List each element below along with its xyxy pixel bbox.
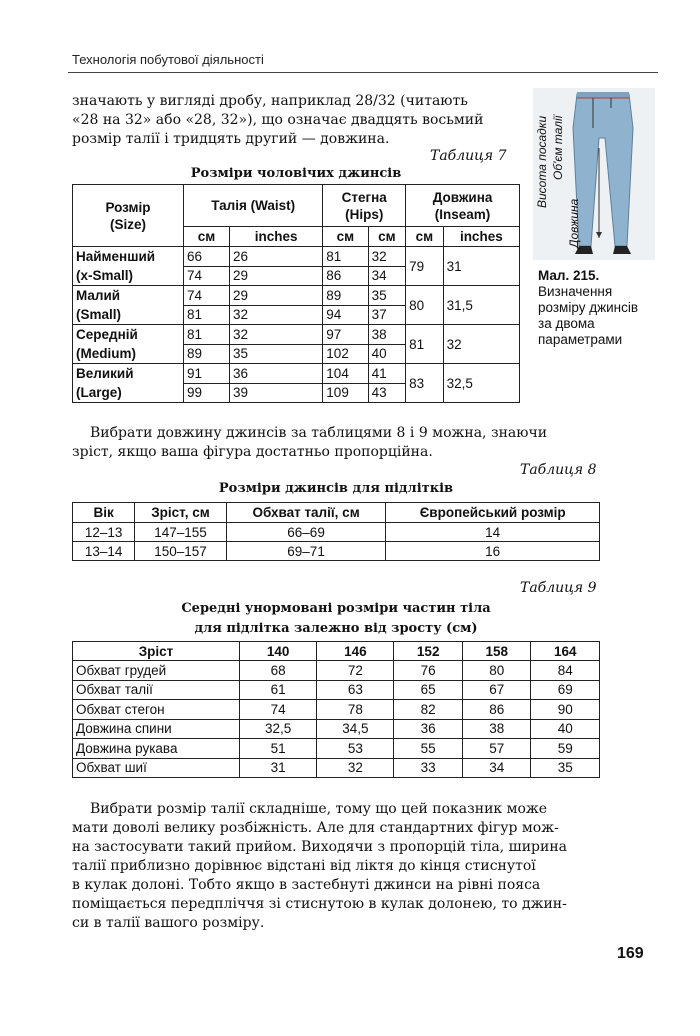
table8	[72, 502, 600, 561]
table-cell: 32,5	[240, 719, 317, 739]
table-row	[73, 325, 520, 345]
size-name: Найменший	[76, 249, 156, 264]
table-cell: 29	[229, 286, 322, 306]
unit-cm: см	[406, 227, 444, 247]
table-cell: 38	[462, 719, 531, 739]
length-cm-cell: 79	[406, 247, 444, 286]
figure-caption	[538, 268, 658, 348]
bottom-line: Вибрати розмір талії складніше, тому що цей показник може	[90, 801, 548, 817]
table9-header: 152	[394, 642, 463, 661]
table-cell: 65	[394, 680, 463, 700]
table-cell: 90	[531, 700, 600, 720]
intro-line: розмір талії і тридцять другий — довжина.	[72, 131, 390, 147]
table-cell: 26	[229, 247, 322, 267]
row-label-cell: Обхват шиї	[73, 758, 240, 778]
table9-title-1: Середні унормовані розміри частин тіла	[181, 601, 491, 616]
table-row	[73, 739, 600, 759]
table9	[72, 641, 600, 778]
table-cell: 86	[323, 266, 368, 286]
table-cell: 63	[317, 680, 394, 700]
table8-header: Європейський розмір	[386, 503, 600, 523]
table-cell: 35	[531, 758, 600, 778]
table-cell: 147–155	[135, 523, 227, 542]
figure-caption-line: параметрами	[538, 332, 623, 347]
figure-number: Мал. 215.	[538, 268, 600, 283]
table-cell: 74	[184, 286, 230, 306]
table9-header: Зріст	[73, 642, 240, 661]
header-text: Розмір	[105, 199, 151, 215]
table-cell: 29	[229, 266, 322, 286]
table8-label: Таблиця 8	[520, 462, 597, 478]
length-inches-cell: 32	[443, 325, 519, 364]
table-cell: 36	[394, 719, 463, 739]
size-code: (Small)	[76, 307, 122, 322]
header-text: (Inseam)	[434, 206, 491, 222]
length-cm-cell: 81	[406, 325, 444, 364]
length-cm-cell: 83	[406, 364, 444, 403]
table-cell: 40	[368, 344, 406, 364]
size-name: Малий	[76, 288, 121, 303]
table-row	[73, 286, 520, 306]
table-cell: 38	[368, 325, 406, 345]
table-cell: 16	[386, 542, 600, 561]
table7	[72, 184, 520, 403]
size-name-cell	[73, 364, 184, 403]
table7-header-waist: Талія (Waist)	[184, 185, 323, 227]
unit-cm: см	[184, 227, 230, 247]
table9-header: 164	[531, 642, 600, 661]
table-cell: 53	[317, 739, 394, 759]
running-header: Технологія побутової діяльності	[72, 52, 264, 67]
table9-title-2: для підлітка залежно від зросту (см)	[194, 621, 478, 636]
table7-label: Таблиця 7	[430, 148, 507, 164]
intro-line: «28 на 32» або «28, 32»), що означає двадцять восьмий	[72, 112, 484, 128]
table-cell: 82	[394, 700, 463, 720]
table-cell: 91	[184, 364, 230, 384]
table-cell: 32	[368, 247, 406, 267]
size-name: Великий	[76, 366, 134, 381]
table-row	[73, 700, 600, 720]
header-text: (Size)	[109, 216, 146, 232]
table-cell: 76	[394, 661, 463, 681]
table-row	[73, 661, 600, 681]
jeans-photo	[533, 88, 655, 260]
length-cm-cell: 80	[406, 286, 444, 325]
bottom-paragraph	[72, 800, 602, 933]
size-code: (x-Small)	[76, 268, 134, 283]
mid-paragraph	[72, 424, 600, 462]
intro-paragraph	[72, 92, 520, 149]
row-label-cell: Обхват грудей	[73, 661, 240, 681]
table-cell: 68	[240, 661, 317, 681]
size-name-cell	[73, 325, 184, 364]
table-cell: 81	[184, 305, 230, 325]
table-cell: 94	[323, 305, 368, 325]
table-row	[73, 247, 520, 267]
bottom-line: талії приблизно дорівнює відстані від ліктя до кінця стиснутої	[72, 858, 536, 874]
table9-header: 146	[317, 642, 394, 661]
row-label-cell: Обхват стегон	[73, 700, 240, 720]
table-cell: 78	[317, 700, 394, 720]
table-cell: 66–69	[226, 523, 386, 542]
table-cell: 99	[184, 383, 230, 403]
figure-caption-line: за двома	[538, 316, 595, 331]
bottom-line: мати доволі велику розбіжність. Але для стандартних фігур мож-	[72, 820, 559, 836]
table-row	[73, 680, 600, 700]
table-cell: 41	[368, 364, 406, 384]
table7-title: Розміри чоловічих джинсів	[190, 166, 402, 181]
table-cell: 40	[531, 719, 600, 739]
size-name: Середній	[76, 327, 138, 342]
table-cell: 35	[368, 286, 406, 306]
table-cell: 89	[184, 344, 230, 364]
length-inches-cell: 31	[443, 247, 519, 286]
table8-title: Розміри джинсів для підлітків	[218, 481, 454, 496]
table-cell: 66	[184, 247, 230, 267]
header-rule	[68, 72, 658, 73]
length-inches-cell: 31,5	[443, 286, 519, 325]
table-cell: 59	[531, 739, 600, 759]
table-cell: 34	[462, 758, 531, 778]
row-label-cell: Довжина спини	[73, 719, 240, 739]
table7-header-length	[406, 185, 520, 227]
table-cell: 150–157	[135, 542, 227, 561]
table8-header: Вік	[73, 503, 135, 523]
table-cell: 32	[317, 758, 394, 778]
table-cell: 72	[317, 661, 394, 681]
size-name-cell	[73, 286, 184, 325]
table9-label: Таблиця 9	[520, 580, 597, 596]
unit-inches: inches	[443, 227, 519, 247]
table7-header-hips	[323, 185, 406, 227]
table-cell: 35	[229, 344, 322, 364]
size-name-cell	[73, 247, 184, 286]
table-cell: 37	[368, 305, 406, 325]
table-cell: 109	[323, 383, 368, 403]
table8-header: Обхват талії, см	[226, 503, 386, 523]
table9-header: 140	[240, 642, 317, 661]
table-cell: 33	[394, 758, 463, 778]
page-number: 169	[617, 945, 644, 962]
unit-cm: см	[323, 227, 368, 247]
table-cell: 97	[323, 325, 368, 345]
bottom-line: на застосувати такий прийом. Виходячи з пропорцій тіла, ширина	[72, 839, 567, 855]
unit-inches: inches	[229, 227, 322, 247]
table-row	[73, 364, 520, 384]
table-cell: 80	[462, 661, 531, 681]
table-row	[73, 758, 600, 778]
mid-line: зріст, якщо ваша фігура достатньо пропорційна.	[72, 444, 433, 460]
table-cell: 81	[184, 325, 230, 345]
table-cell: 81	[323, 247, 368, 267]
header-text: (Hips)	[345, 206, 384, 222]
table8-header: Зріст, см	[135, 503, 227, 523]
table-cell: 32	[229, 305, 322, 325]
figure-caption-line: розміру джинсів	[538, 300, 639, 315]
table9-header: 158	[462, 642, 531, 661]
table-cell: 69	[531, 680, 600, 700]
table-cell: 12–13	[73, 523, 135, 542]
table-cell: 13–14	[73, 542, 135, 561]
table-cell: 43	[368, 383, 406, 403]
figure-label-length: Довжина	[567, 198, 581, 248]
table-cell: 57	[462, 739, 531, 759]
row-label-cell: Довжина рукава	[73, 739, 240, 759]
table-cell: 31	[240, 758, 317, 778]
table-cell: 32	[229, 325, 322, 345]
bottom-line: поміщається передпліччя зі стиснутою в кулак долонею, то джин-	[72, 896, 567, 912]
intro-line: значають у вигляді дробу, наприклад 28/32 (читають	[72, 93, 468, 109]
table-cell: 74	[240, 700, 317, 720]
table-cell: 34	[368, 266, 406, 286]
table-cell: 102	[323, 344, 368, 364]
table-row	[73, 719, 600, 739]
unit-cm: см	[368, 227, 406, 247]
table-cell: 34,5	[317, 719, 394, 739]
table-cell: 61	[240, 680, 317, 700]
table-cell: 51	[240, 739, 317, 759]
table-cell: 74	[184, 266, 230, 286]
table-cell: 14	[386, 523, 600, 542]
size-code: (Medium)	[76, 346, 136, 361]
table-cell: 86	[462, 700, 531, 720]
table-row	[73, 542, 600, 561]
bottom-line: в кулак долоні. Тобто якщо в застебнуті джинси на рівні пояса	[72, 877, 541, 893]
length-inches-cell: 32,5	[443, 364, 519, 403]
figure-caption-line: Визначення	[538, 284, 613, 299]
table-cell: 84	[531, 661, 600, 681]
table-row	[73, 523, 600, 542]
table7-header-size	[73, 185, 184, 247]
header-text: Стегна	[341, 189, 387, 205]
mid-line: Вибрати довжину джинсів за таблицями 8 і 9 можна, знаючи	[90, 425, 548, 441]
bottom-line: си в талії вашого розміру.	[72, 915, 265, 931]
table-cell: 55	[394, 739, 463, 759]
figure-label-waist: Об'єм талії	[551, 115, 565, 180]
table-cell: 69–71	[226, 542, 386, 561]
table-cell: 67	[462, 680, 531, 700]
table-cell: 36	[229, 364, 322, 384]
header-text: Довжина	[432, 189, 493, 205]
table-cell: 104	[323, 364, 368, 384]
figure-label-rise: Висота посадки	[535, 115, 549, 208]
table-cell: 89	[323, 286, 368, 306]
table-cell: 39	[229, 383, 322, 403]
size-code: (Large)	[76, 385, 122, 400]
row-label-cell: Обхват талії	[73, 680, 240, 700]
